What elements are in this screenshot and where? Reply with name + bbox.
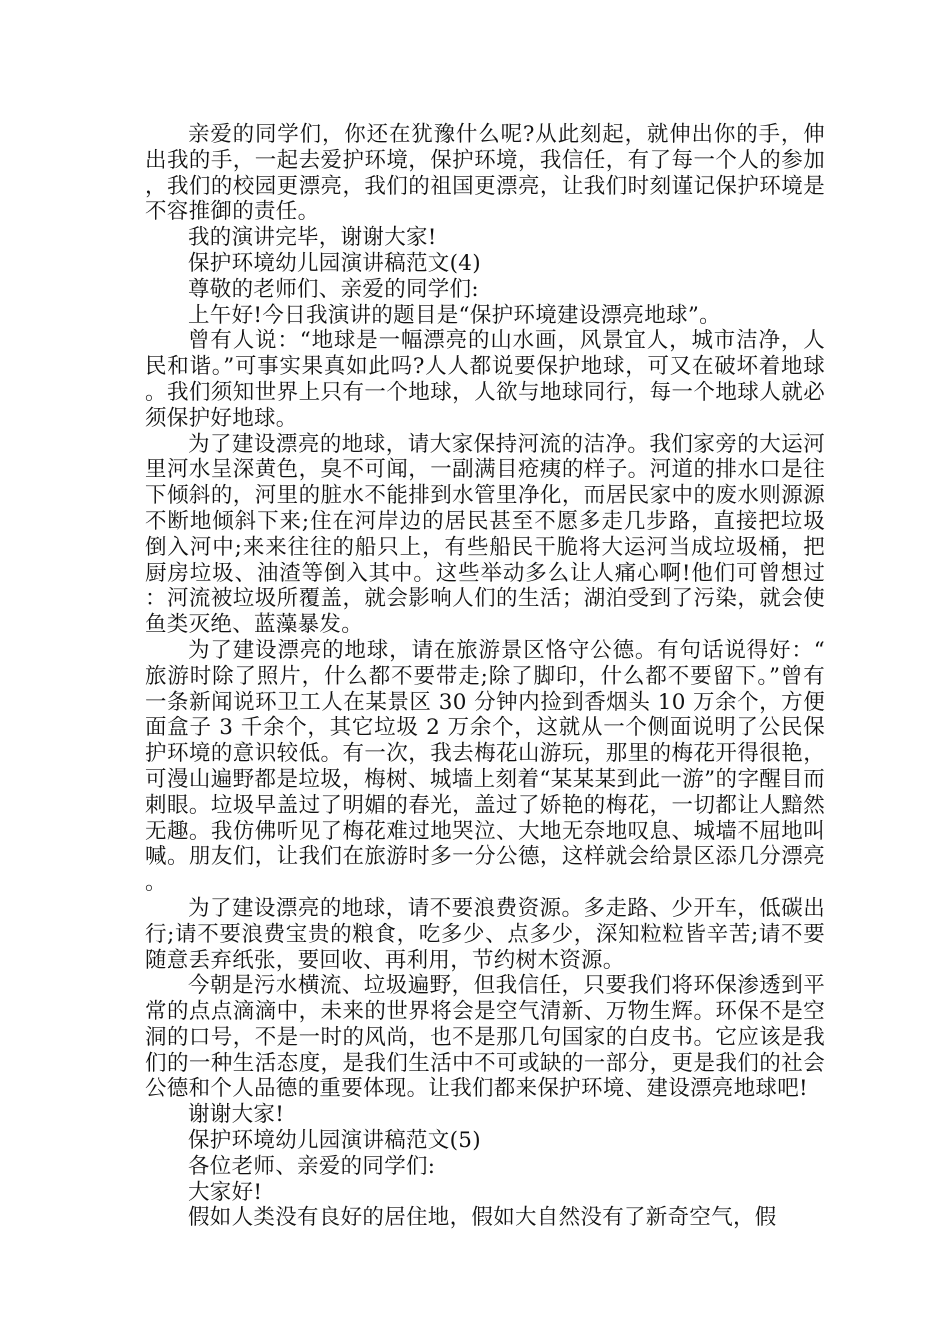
heading-speech-4: 保护环境幼儿园演讲稿范文(4)	[188, 250, 481, 276]
paragraph-opening-5: 假如人类没有良好的居住地，假如大自然没有了新奇空气，假	[188, 1205, 777, 1231]
greeting-4: 上午好!今日我演讲的题目是“保护环境建设漂亮地球”。	[188, 302, 721, 328]
greeting-5: 大家好!	[188, 1179, 263, 1205]
salutation-4: 尊敬的老师们、亲爱的同学们:	[188, 276, 479, 302]
heading-speech-5: 保护环境幼儿园演讲稿范文(5)	[188, 1128, 481, 1154]
paragraph-intro-closing: 亲爱的同学们，你还在犹豫什么呢?从此刻起，就伸出你的手，伸出我的手，一起去爱护环境，保护环境，我信任，有了每一个人的参加，我们的校园更漂亮，我们的祖国更漂亮，让我们时刻谨记保护环境是不容推御的责任。	[145, 122, 825, 225]
paragraph-tourism: 为了建设漂亮的地球，请在旅游景区恪守公德。有句话说得好：“旅游时除了照片，什么都不要带走;除了脚印，什么都不要留下。”曾有一条新闻说环卫工人在某景区 30 分钟内捡到香烟头 10 万余个，方便面盒子 3 千余个，其它垃圾 2 万余个，这就从一个侧面说明了公民保护环境的意识较低。有一次，我去梅花山游玩，那里的梅花开得很艳，可漫山遍野都是垃圾，梅树、城墙上刻着“某某某到此一游”的字醒目而刺眼。垃圾早盖过了明媚的春光，盖过了娇艳的梅花，一切都让人黯然无趣。我仿佛听见了梅花难过地哭泣、大地无奈地叹息、城墙不屈地叫喊。朋友们，让我们在旅游时多一分公德，这样就会给景区添几分漂亮。	[145, 637, 825, 896]
salutation-5: 各位老师、亲爱的同学们:	[188, 1153, 436, 1179]
paragraph-thanks-4: 我的演讲完毕，谢谢大家!	[188, 225, 437, 251]
paragraph-quote: 曾有人说：“地球是一幅漂亮的山水画，风景宜人，城市洁净，人民和谐。”可事实果真如此吗?人人都说要保护地球，可又在破坏着地球。我们须知世界上只有一个地球，人欲与地球同行，每一个地球人就必须保护好地球。	[145, 328, 825, 431]
paragraph-resources: 为了建设漂亮的地球，请不要浪费资源。多走路、少开车，低碳出行;请不要浪费宝贵的粮食，吃多少、点多少，深知粒粒皆辛苦;请不要随意丢弃纸张，要回收、再利用，节约树木资源。	[145, 895, 825, 973]
paragraph-conclusion: 今朝是污水横流、垃圾遍野，但我信任，只要我们将环保渗透到平常的点点滴滴中，未来的世界将会是空气清新、万物生辉。环保不是空洞的口号，不是一时的风尚，也不是那几句国家的白皮书。它应该是我们的一种生活态度，是我们生活中不可或缺的一部分，更是我们的社会公德和个人品德的重要体现。让我们都来保护环境、建设漂亮地球吧!	[145, 973, 825, 1102]
paragraph-thanks-final: 谢谢大家!	[188, 1102, 285, 1128]
paragraph-river: 为了建设漂亮的地球，请大家保持河流的洁净。我们家旁的大运河里河水呈深黄色，臭不可闻，一副满目疮痍的样子。河道的排水口是往下倾斜的，河里的脏水不能排到水管里净化，而居民家中的废水则源源不断地倾斜下来;住在河岸边的居民甚至不愿多走几步路，直接把垃圾倒入河中;来来往往的船只上，有些船民干脆将大运河当成垃圾桶，把厨房垃圾、油渣等倒入其中。这些举动多么让人痛心啊!他们可曾想过：河流被垃圾所覆盖，就会影响人们的生活；湖泊受到了污染，就会使鱼类灭绝、蓝藻暴发。	[145, 431, 825, 638]
document-body	[145, 122, 825, 1231]
